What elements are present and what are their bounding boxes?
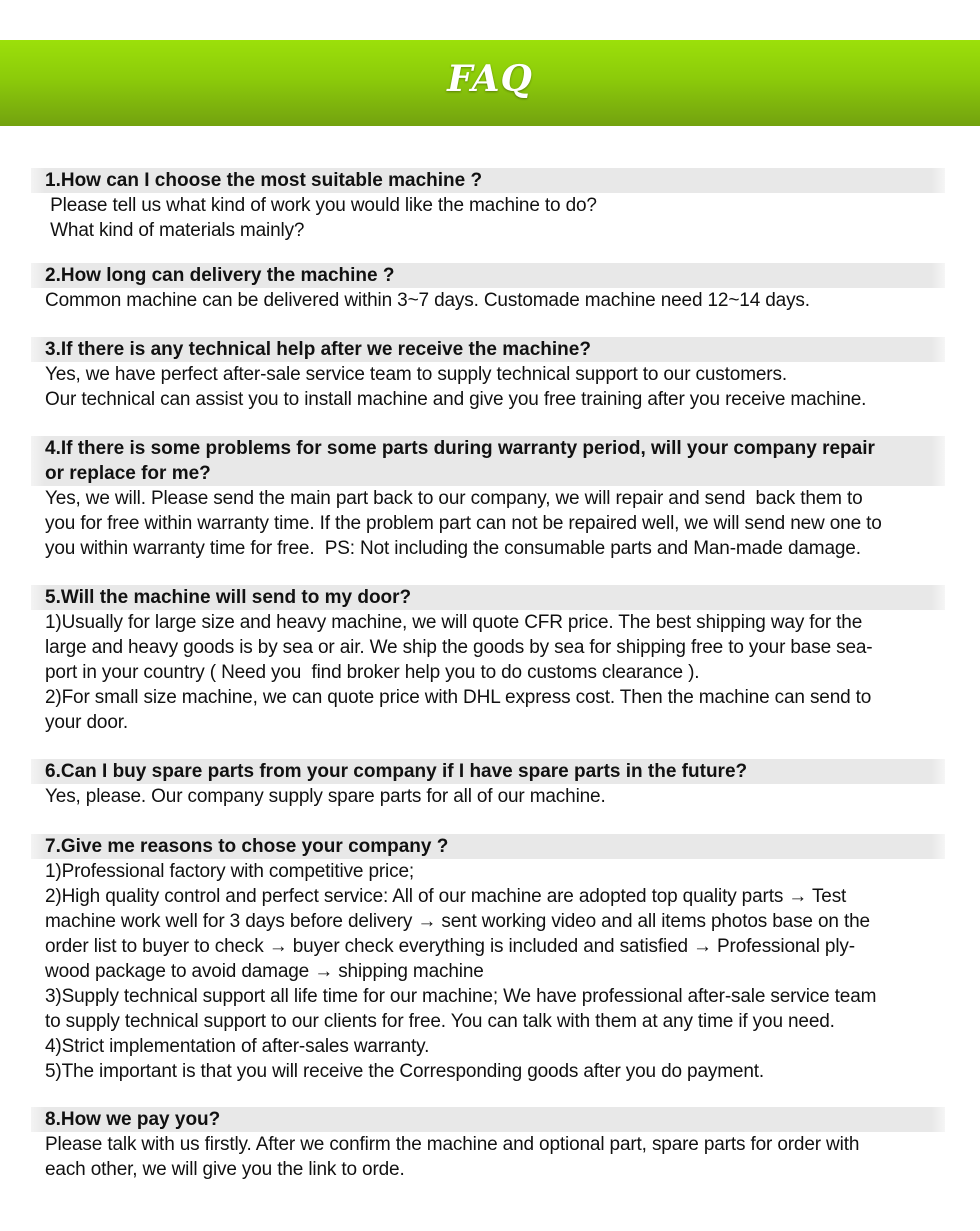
question-line: 7.Give me reasons to chose your company ? [45,836,449,857]
answer-line: order list to buyer to check → buyer check everything is included and satisfied → Professional ply- [45,936,855,957]
faq-question [31,834,945,859]
question-line: 1.How can I choose the most suitable machine ? [45,170,483,191]
answer-line: 2)High quality control and perfect service: All of our machine are adopted top quality parts → Test [45,886,847,907]
answer-line: Please tell us what kind of work you would like the machine to do? [45,195,597,216]
answer-line: large and heavy goods is by sea or air. We ship the goods by sea for shipping free to your base sea- [45,637,873,658]
faq-item [31,834,945,1084]
faq-question [31,168,945,193]
faq-answer [31,784,945,809]
banner-title: FAQ [447,58,533,100]
answer-line: port in your country ( Need you find broker help you to do customs clearance ). [45,662,700,683]
answer-line: your door. [45,712,128,733]
faq-question [31,1107,945,1132]
answer-line: 1)Professional factory with competitive price; [45,861,415,882]
answer-line: Yes, we will. Please send the main part back to our company, we will repair and send back them to [45,488,863,509]
question-line: 8.How we pay you? [45,1109,221,1130]
answer-line: each other, we will give you the link to orde. [45,1159,405,1180]
faq-item [31,585,945,735]
faq-answer [31,859,945,1084]
faq-question [31,585,945,610]
question-line: 3.If there is any technical help after we receive the machine? [45,339,591,360]
faq-answer [31,610,945,735]
faq-item [31,337,945,412]
question-line: or replace for me? [45,463,211,484]
faq-answer [31,193,945,243]
question-line: 6.Can I buy spare parts from your company if I have spare parts in the future? [45,761,748,782]
faq-answer [31,486,945,561]
answer-line: Our technical can assist you to install machine and give you free training after you receive machine. [45,389,867,410]
answer-line: you within warranty time for free. PS: Not including the consumable parts and Man-made damage. [45,538,861,559]
answer-line: 4)Strict implementation of after-sales warranty. [45,1036,430,1057]
answer-line: to supply technical support to our clients for free. You can talk with them at any time if you need. [45,1011,835,1032]
answer-line: machine work well for 3 days before delivery → sent working video and all items photos base on the [45,911,870,932]
answer-line: Common machine can be delivered within 3~7 days. Customade machine need 12~14 days. [45,290,810,311]
faq-question [31,263,945,288]
answer-line: 2)For small size machine, we can quote price with DHL express cost. Then the machine can send to [45,687,872,708]
faq-question [31,436,945,486]
answer-line: wood package to avoid damage → shipping machine [45,961,484,982]
question-line: 5.Will the machine will send to my door? [45,587,412,608]
answer-line: What kind of materials mainly? [45,220,305,241]
faq-item [31,759,945,809]
question-line: 4.If there is some problems for some parts during warranty period, will your company repair [45,438,875,459]
answer-line: 3)Supply technical support all life time for our machine; We have professional after-sale service team [45,986,877,1007]
faq-answer [31,1132,945,1182]
faq-banner [0,40,980,126]
faq-answer [31,362,945,412]
faq-item [31,1107,945,1182]
faq-question [31,337,945,362]
answer-line: you for free within warranty time. If the problem part can not be repaired well, we will send new one to [45,513,882,534]
answer-line: Yes, please. Our company supply spare parts for all of our machine. [45,786,606,807]
answer-line: Yes, we have perfect after-sale service team to supply technical support to our customers. [45,364,787,385]
answer-line: Please talk with us firstly. After we confirm the machine and optional part, spare parts for order with [45,1134,860,1155]
faq-item [31,436,945,561]
faq-question [31,759,945,784]
answer-line: 1)Usually for large size and heavy machine, we will quote CFR price. The best shipping way for the [45,612,863,633]
answer-line: 5)The important is that you will receive the Corresponding goods after you do payment. [45,1061,764,1082]
faq-answer [31,288,945,313]
faq-item [31,263,945,313]
faq-item [31,168,945,243]
question-line: 2.How long can delivery the machine ? [45,265,395,286]
